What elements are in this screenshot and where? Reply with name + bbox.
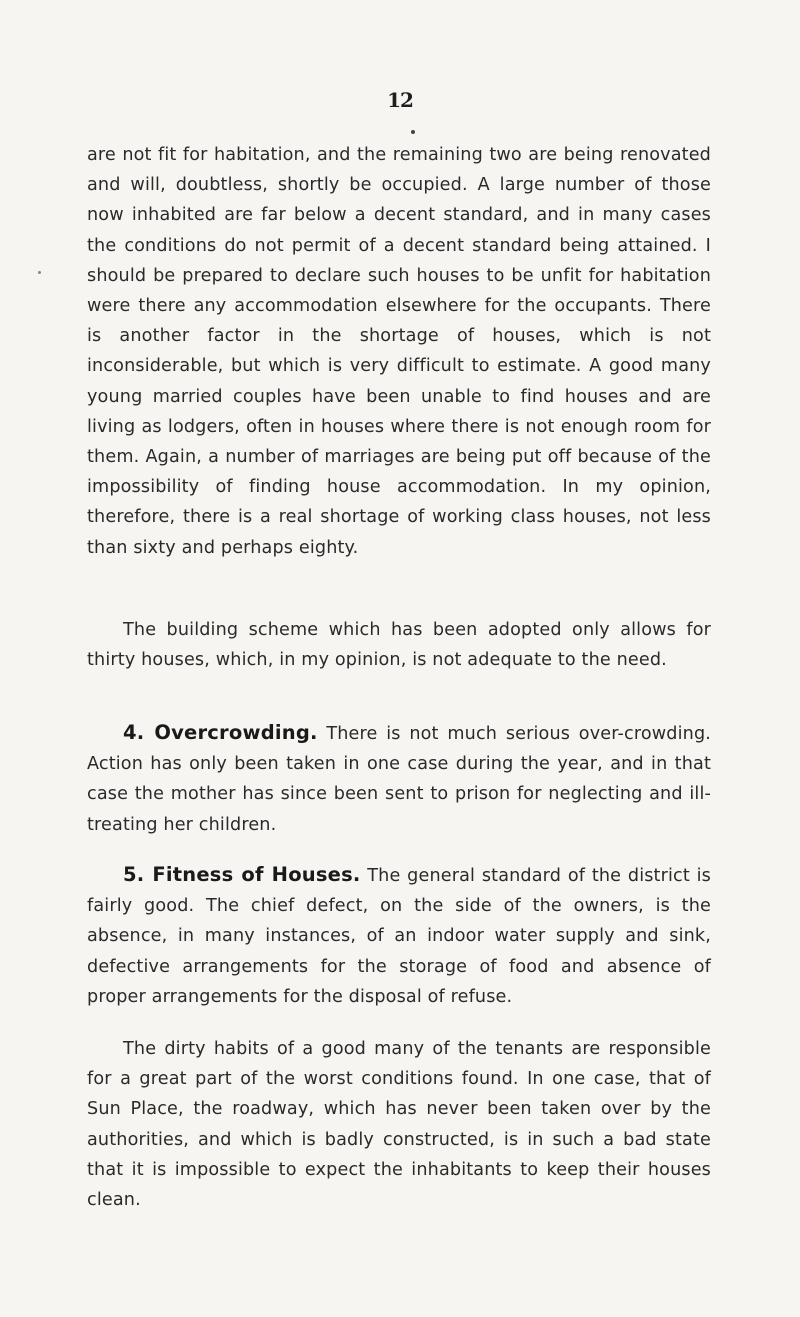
paragraph-fitness-of-houses-text: The general standard of the district is fairly good. The chief defect, on the side of the owners, is the absence, in many instances, of an indoor water supply and sink, defective arrangements for the storage of food and absence of proper arrangements for the disposal of refuse. <box>87 866 711 1007</box>
paragraph-fitness-of-houses <box>87 860 711 1012</box>
section-heading-overcrowding: 4. Overcrowding. <box>123 721 318 744</box>
paragraph-dirty-habits: The dirty habits of a good many of the tenants are responsible for a great part of the worst conditions found. In one case, that of Sun Place, the roadway, which has never been taken over by the authorities, and which is badly constructed, is in such a bad state that it is impossible to expect the inhabitants to keep their houses clean. <box>87 1039 711 1211</box>
page-number: 12 <box>387 88 413 112</box>
ink-speck <box>38 271 41 274</box>
paragraph-overcrowding-text: There is not much serious over-crowding. Action has only been taken in one case during the year, and in that case the mother has since been sent to prison for neglecting and ill-treating her children. <box>87 724 712 835</box>
section-heading-fitness-of-houses: 5. Fitness of Houses. <box>123 863 361 886</box>
ink-speck <box>411 130 415 134</box>
paragraph-overcrowding <box>87 718 711 840</box>
paragraph-housing-shortage: are not fit for habitation, and the remaining two are being renovated and will, doubtless, shortly be occupied. A large number of those now inhabited are far below a decent standard, and in many cases the conditions do not permit of a decent standard being attained. I should be prepared to declare such houses to be unfit for habitation were there any accommodation elsewhere for the occupants. There is another factor in the shortage of houses, which is not inconsiderable, but which is very difficult to estimate. A good many young married couples have been unable to find houses and are living as lodgers, often in houses where there is not enough room for them. Again, a number of marriages are being put off because of the impossibility of finding house accommodation. In my opinion, therefore, there is a real shortage of working class houses, not less than sixty and perhaps eighty. <box>87 145 711 558</box>
paragraph-building-scheme: The building scheme which has been adopted only allows for thirty houses, which, in my opinion, is not adequate to the need. <box>87 620 711 671</box>
